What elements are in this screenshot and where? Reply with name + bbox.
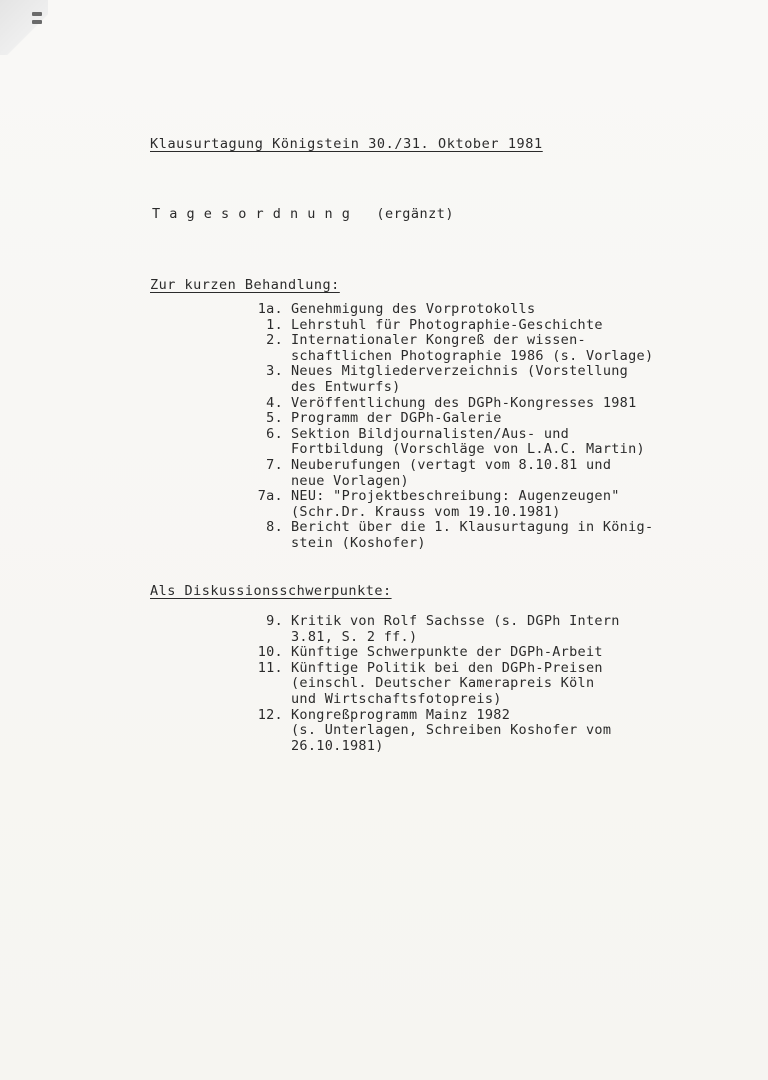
- item-number: 9.: [266, 613, 283, 629]
- agenda-item: [240, 520, 653, 551]
- agenda-item: [240, 427, 653, 458]
- item-text: Kongreßprogramm Mainz 1982 (s. Unterlagen, Schreiben Koshofer vom 26.10.1981): [291, 706, 612, 754]
- item-number: 4.: [266, 394, 283, 411]
- item-number: 5.: [266, 410, 283, 427]
- agenda-list-short-items: [240, 302, 653, 552]
- item-number: 2.: [266, 332, 283, 349]
- agenda-item: [240, 645, 620, 661]
- item-text: Genehmigung des Vorprotokolls: [291, 301, 536, 317]
- item-text: Veröffentlichung des DGPh-Kongresses 1981: [291, 394, 637, 411]
- item-text: Programm der DGPh-Galerie: [291, 410, 502, 427]
- agenda-item: [240, 489, 653, 520]
- item-text: Künftige Politik bei den DGPh-Preisen (einschl. Deutscher Kamerapreis Köln und Wirtschaftsfotopreis): [291, 659, 603, 707]
- item-text: Neues Mitgliederverzeichnis (Vorstellung des Entwurfs): [291, 363, 629, 395]
- agenda-item: [240, 708, 620, 755]
- folded-corner: [0, 0, 48, 55]
- item-text: Kritik von Rolf Sachsse (s. DGPh Intern 3.81, S. 2 ff.): [291, 613, 620, 645]
- item-text: NEU: "Projektbeschreibung: Augenzeugen" (Schr.Dr. Krauss vom 19.10.1981): [291, 488, 620, 520]
- agenda-item: [240, 458, 653, 489]
- item-number: 11.: [257, 659, 283, 676]
- section-heading-short-items: Zur kurzen Behandlung:: [150, 277, 340, 293]
- document-title: Klausurtagung Königstein 30./31. Oktober 1981: [150, 136, 543, 152]
- agenda-item: [240, 333, 653, 364]
- section-heading-discussion: Als Diskussionsschwerpunkte:: [150, 583, 392, 599]
- agenda-heading: T a g e s o r d n u n g (ergänzt): [152, 206, 454, 222]
- item-number: 7a.: [257, 488, 283, 505]
- item-text: Bericht über die 1. Klausurtagung in König- stein (Koshofer): [291, 519, 654, 551]
- staple-mark: [32, 12, 42, 16]
- item-number: 3.: [266, 363, 283, 380]
- agenda-item: [240, 411, 653, 427]
- item-number: 7.: [266, 456, 283, 473]
- agenda-item: [240, 364, 653, 395]
- agenda-item: [240, 396, 653, 412]
- item-number: 6.: [266, 425, 283, 442]
- staple-mark: [32, 20, 42, 24]
- agenda-item: [240, 614, 620, 645]
- item-text: Sektion Bildjournalisten/Aus- und Fortbildung (Vorschläge von L.A.C. Martin): [291, 425, 645, 458]
- item-text: Internationaler Kongreß der wissen- schaftlichen Photographie 1986 (s. Vorlage): [291, 332, 654, 364]
- item-number: 1a.: [257, 301, 283, 317]
- item-number: 1.: [266, 316, 283, 333]
- agenda-item: [240, 318, 653, 334]
- item-text: Neuberufungen (vertagt vom 8.10.81 und neue Vorlagen): [291, 456, 612, 489]
- agenda-item: [240, 661, 620, 708]
- item-text: Künftige Schwerpunkte der DGPh-Arbeit: [291, 644, 603, 661]
- agenda-item: [240, 302, 653, 318]
- item-number: 10.: [257, 644, 283, 661]
- agenda-list-discussion: [240, 614, 620, 754]
- item-number: 12.: [257, 706, 283, 723]
- item-text: Lehrstuhl für Photographie-Geschichte: [291, 316, 603, 333]
- item-number: 8.: [266, 519, 283, 536]
